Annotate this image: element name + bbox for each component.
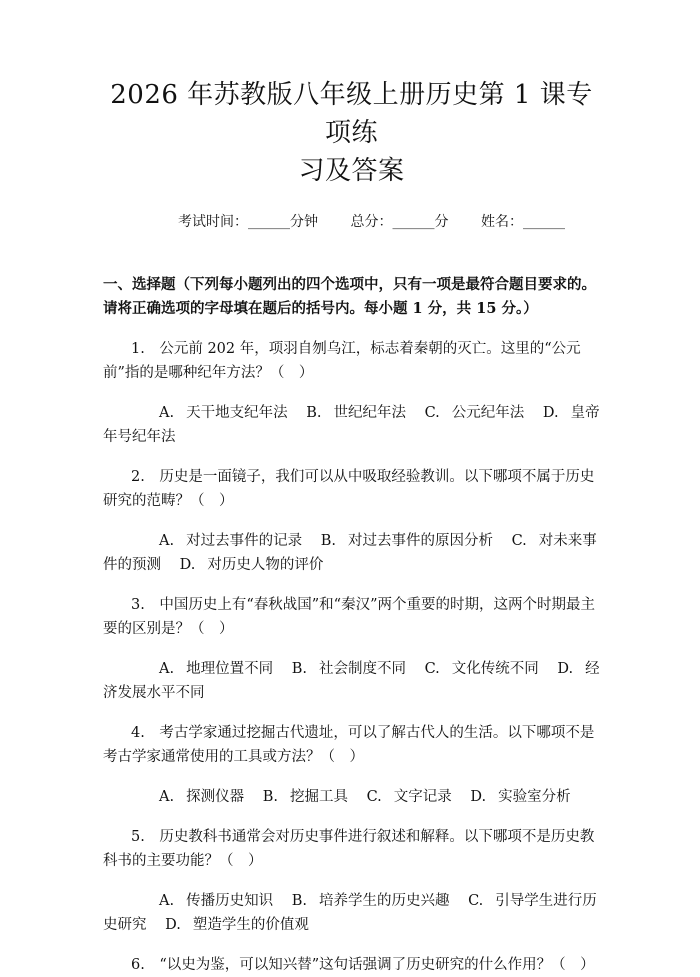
option-text: 挖掘工具 xyxy=(289,789,348,805)
option-letter: B. xyxy=(262,789,278,805)
option-text: 传播历史知识 xyxy=(186,893,274,909)
option-letter: D. xyxy=(557,661,574,677)
option-letter: A. xyxy=(159,893,175,909)
document-title xyxy=(103,76,600,190)
student-name-field: 姓名：______ xyxy=(480,214,565,230)
question-3 xyxy=(103,593,600,705)
title-line-2: 习及答案 xyxy=(298,156,405,186)
question-options xyxy=(103,401,600,449)
title-line-1: 2026 年苏教版八年级上册历史第 1 课专项练 xyxy=(110,80,593,148)
total-score-field: 总分：______分 xyxy=(350,214,449,230)
option-text: 社会制度不同 xyxy=(318,661,406,677)
question-stem: 2. 历史是一面镜子，我们可以从中吸取经验教训。以下哪项不属于历史研究的范畴？（ ） xyxy=(103,469,595,509)
question-stem: 4. 考古学家通过挖掘古代遗址，可以了解古代人的生活。以下哪项不是考古学家通常使用的工具或方法？（ ） xyxy=(103,725,595,765)
question-options xyxy=(103,529,600,577)
option-letter: C. xyxy=(424,661,440,677)
option-text: 地理位置不同 xyxy=(186,661,274,677)
option-c xyxy=(425,661,539,677)
option-c xyxy=(367,789,452,805)
option-letter: D. xyxy=(165,917,181,933)
option-text: 世纪纪年法 xyxy=(333,405,406,421)
option-d xyxy=(180,557,324,573)
option-letter: B. xyxy=(291,661,307,677)
option-text: 天干地支纪年法 xyxy=(186,405,288,421)
option-text: 对历史人物的评价 xyxy=(207,557,324,573)
section-heading: 一、选择题（下列每小题列出的四个选项中，只有一项是最符合题目要求的。请将正确选项的字母填在题后的括号内。每小题 1 分，共 15 分。） xyxy=(103,276,596,317)
question-2 xyxy=(103,465,600,577)
option-letter: C. xyxy=(511,533,527,549)
question-4 xyxy=(103,721,600,809)
question-options xyxy=(103,657,600,705)
option-text: 经济发展水平不同 xyxy=(103,661,600,701)
option-letter: A. xyxy=(159,661,175,677)
option-text: 公元纪年法 xyxy=(451,405,525,421)
option-d xyxy=(470,789,570,805)
option-b xyxy=(292,661,406,677)
option-text: 实验室分析 xyxy=(498,789,571,805)
option-b xyxy=(263,789,348,805)
option-letter: D. xyxy=(470,789,487,805)
option-text: 探测仪器 xyxy=(186,789,245,805)
option-text: 塑造学生的价值观 xyxy=(192,917,309,933)
option-letter: A. xyxy=(159,533,175,549)
option-c xyxy=(425,405,525,421)
option-letter: C. xyxy=(366,789,382,805)
option-text: 对未来事件的预测 xyxy=(103,533,597,573)
exam-time-field: 考试时间：______分钟 xyxy=(178,214,319,230)
option-letter: A. xyxy=(159,789,175,805)
option-letter: C. xyxy=(424,405,440,421)
question-options xyxy=(103,889,600,937)
option-letter: B. xyxy=(306,405,322,421)
question-stem: 3. 中国历史上有“春秋战国”和“秦汉”两个重要的时期，这两个时期最主要的区别是？（ ） xyxy=(103,597,595,637)
option-text: 引导学生进行历史研究 xyxy=(103,893,597,933)
option-a xyxy=(159,405,288,421)
option-a xyxy=(159,789,244,805)
option-text: 对过去事件的记录 xyxy=(186,533,303,549)
question-list xyxy=(103,337,600,977)
question-stem: 6. “以史为鉴，可以知兴替”这句话强调了历史研究的什么作用？（ ） xyxy=(131,957,595,973)
option-letter: C. xyxy=(468,893,484,909)
option-letter: B. xyxy=(320,533,336,549)
option-b xyxy=(292,893,450,909)
option-letter: A. xyxy=(159,405,175,421)
option-d xyxy=(165,917,309,933)
option-letter: B. xyxy=(291,893,307,909)
option-text: 培养学生的历史兴趣 xyxy=(318,893,450,909)
option-b xyxy=(306,405,406,421)
option-text: 文化传统不同 xyxy=(451,661,539,677)
option-letter: D. xyxy=(542,405,559,421)
option-text: 对过去事件的原因分析 xyxy=(347,533,493,549)
option-letter: D. xyxy=(179,557,196,573)
option-a xyxy=(159,893,273,909)
option-text: 文字记录 xyxy=(393,789,452,805)
question-stem: 5. 历史教科书通常会对历史事件进行叙述和解释。以下哪项不是历史教科书的主要功能？（ ） xyxy=(103,829,595,869)
question-1 xyxy=(103,337,600,449)
option-b xyxy=(321,533,493,549)
exam-info xyxy=(103,212,600,232)
option-text: 皇帝年号纪年法 xyxy=(103,405,600,445)
question-stem: 1. 公元前 202 年，项羽自刎乌江，标志着秦朝的灭亡。这里的“公元前”指的是哪种纪年方法？（ ） xyxy=(103,341,581,381)
option-a xyxy=(159,533,302,549)
option-a xyxy=(159,661,273,677)
question-6 xyxy=(103,953,600,977)
question-5 xyxy=(103,825,600,937)
question-options xyxy=(103,785,600,809)
